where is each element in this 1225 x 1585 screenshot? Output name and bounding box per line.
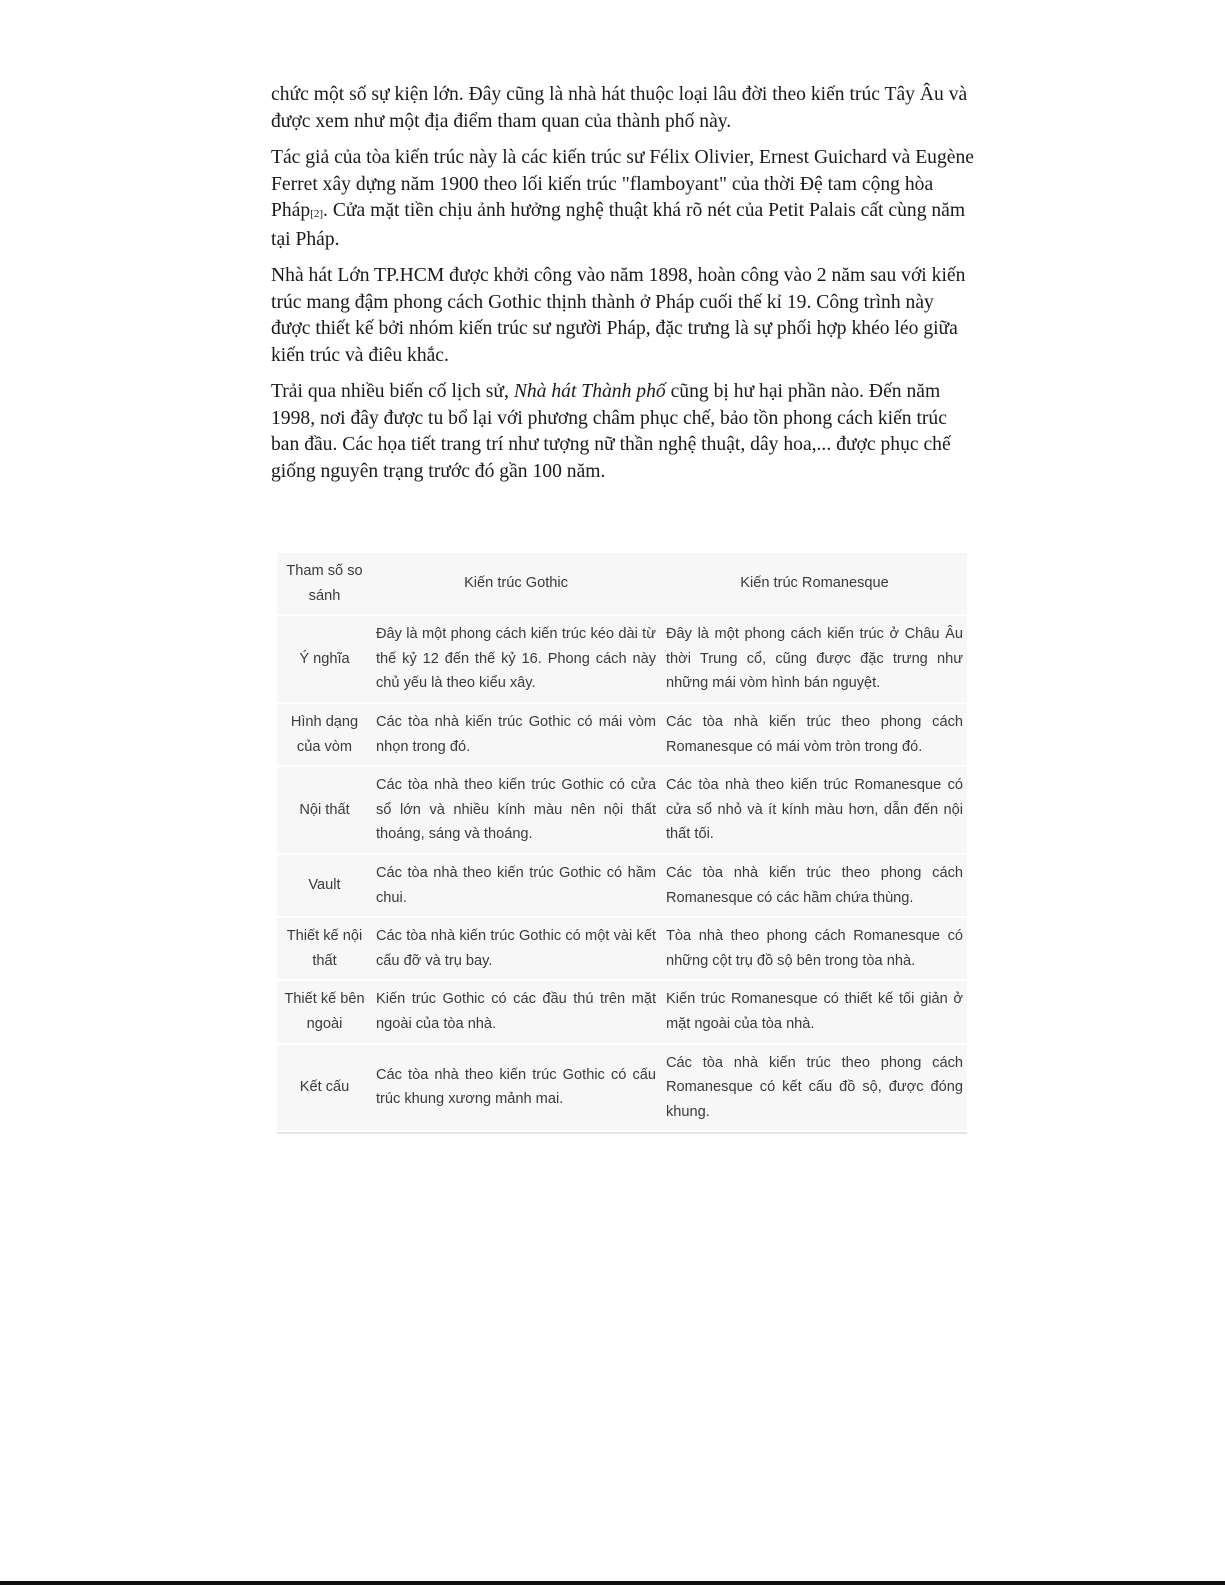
header-romanesque: Kiến trúc Romanesque	[660, 553, 967, 615]
comparison-table-image	[277, 553, 967, 1134]
header-gothic: Kiến trúc Gothic	[370, 553, 660, 615]
comparison-table	[277, 553, 967, 1132]
paragraph-4	[271, 379, 976, 485]
row-parameter: Hình dạng của vòm	[277, 703, 370, 766]
row-romanesque: Các tòa nhà theo kiến trúc Romanesque có cửa sổ nhỏ và ít kính màu hơn, dẫn đến nội thất tối.	[660, 766, 967, 854]
header-parameter: Tham số so sánh	[277, 553, 370, 615]
row-gothic: Các tòa nhà theo kiến trúc Gothic có hầm chui.	[370, 854, 660, 917]
row-romanesque: Kiến trúc Romanesque có thiết kế tối giản ở mặt ngoài của tòa nhà.	[660, 980, 967, 1043]
row-gothic: Các tòa nhà theo kiến trúc Gothic có cấu trúc khung xương mảnh mai.	[370, 1044, 660, 1132]
row-parameter: Nội thất	[277, 766, 370, 854]
row-parameter: Thiết kế bên ngoài	[277, 980, 370, 1043]
row-parameter: Kết cấu	[277, 1044, 370, 1132]
row-gothic: Các tòa nhà kiến trúc Gothic có một vài kết cấu đỡ và trụ bay.	[370, 917, 660, 980]
table-row	[277, 980, 967, 1043]
paragraph-2	[271, 145, 976, 253]
footnote-ref[interactable]: [2]	[310, 208, 324, 220]
row-romanesque: Các tòa nhà kiến trúc theo phong cách Romanesque có mái vòm tròn trong đó.	[660, 703, 967, 766]
row-romanesque: Đây là một phong cách kiến trúc ở Châu Âu thời Trung cổ, cũng được đặc trưng như những mái vòm hình bán nguyệt.	[660, 615, 967, 703]
paragraph-2-text-end: . Cửa mặt tiền chịu ảnh hưởng nghệ thuật khá rõ nét của Petit Palais cất cùng năm tại Pháp.	[271, 200, 966, 250]
body-text	[271, 82, 976, 495]
table-row	[277, 703, 967, 766]
row-gothic: Các tòa nhà theo kiến trúc Gothic có cửa sổ lớn và nhiều kính màu nên nội thất thoáng, sáng và thoáng.	[370, 766, 660, 854]
table-row	[277, 854, 967, 917]
row-romanesque: Các tòa nhà kiến trúc theo phong cách Romanesque có các hầm chứa thùng.	[660, 854, 967, 917]
row-romanesque: Tòa nhà theo phong cách Romanesque có những cột trụ đồ sộ bên trong tòa nhà.	[660, 917, 967, 980]
page-bottom-border	[0, 1581, 1225, 1585]
row-parameter: Thiết kế nội thất	[277, 917, 370, 980]
table-row	[277, 1044, 967, 1132]
row-parameter: Ý nghĩa	[277, 615, 370, 703]
paragraph-4-text: Trải qua nhiều biến cố lịch sử,	[271, 381, 514, 402]
paragraph-3: Nhà hát Lớn TP.HCM được khởi công vào năm 1898, hoàn công vào 2 năm sau với kiến trúc mang đậm phong cách Gothic thịnh thành ở Pháp cuối thế kỉ 19. Công trình này được thiết kế bởi nhóm kiến trúc sư người Pháp, đặc trưng là sự phối hợp khéo léo giữa kiến trúc và điêu khắc.	[271, 265, 966, 366]
row-romanesque: Các tòa nhà kiến trúc theo phong cách Romanesque có kết cấu đồ sộ, được đóng khung.	[660, 1044, 967, 1132]
paragraph-4-text-end: cũng bị hư hại phần nào. Đến năm 1998, nơi đây được tu bổ lại với phương châm phục chế, bảo tồn phong cách kiến trúc ban đầu. Các họa tiết trang trí như tượng nữ thần nghệ thuật, dây hoa,... được phục chế giống nguyên trạng trước đó gần 100 năm.	[271, 381, 951, 482]
table-header-row	[277, 553, 967, 615]
table-row	[277, 615, 967, 703]
row-gothic: Đây là một phong cách kiến trúc kéo dài từ thế kỷ 12 đến thế kỷ 16. Phong cách này chủ yếu là theo kiểu xây.	[370, 615, 660, 703]
row-gothic: Kiến trúc Gothic có các đầu thú trên mặt ngoài của tòa nhà.	[370, 980, 660, 1043]
paragraph-1: chức một số sự kiện lớn. Đây cũng là nhà hát thuộc loại lâu đời theo kiến trúc Tây Âu và được xem như một địa điểm tham quan của thành phố này.	[271, 84, 968, 132]
row-parameter: Vault	[277, 854, 370, 917]
table-row	[277, 766, 967, 854]
row-gothic: Các tòa nhà kiến trúc Gothic có mái vòm nhọn trong đó.	[370, 703, 660, 766]
paragraph-2-text: Tác giả của tòa kiến trúc này là các kiến trúc sư Félix Olivier, Ernest Guichard và Eugène Ferret xây dựng năm 1900 theo lối kiến trúc "flamboyant" của thời Đệ tam cộng hòa Pháp	[271, 147, 974, 221]
theatre-name-italic: Nhà hát Thành phố	[513, 381, 666, 402]
table-row	[277, 917, 967, 980]
